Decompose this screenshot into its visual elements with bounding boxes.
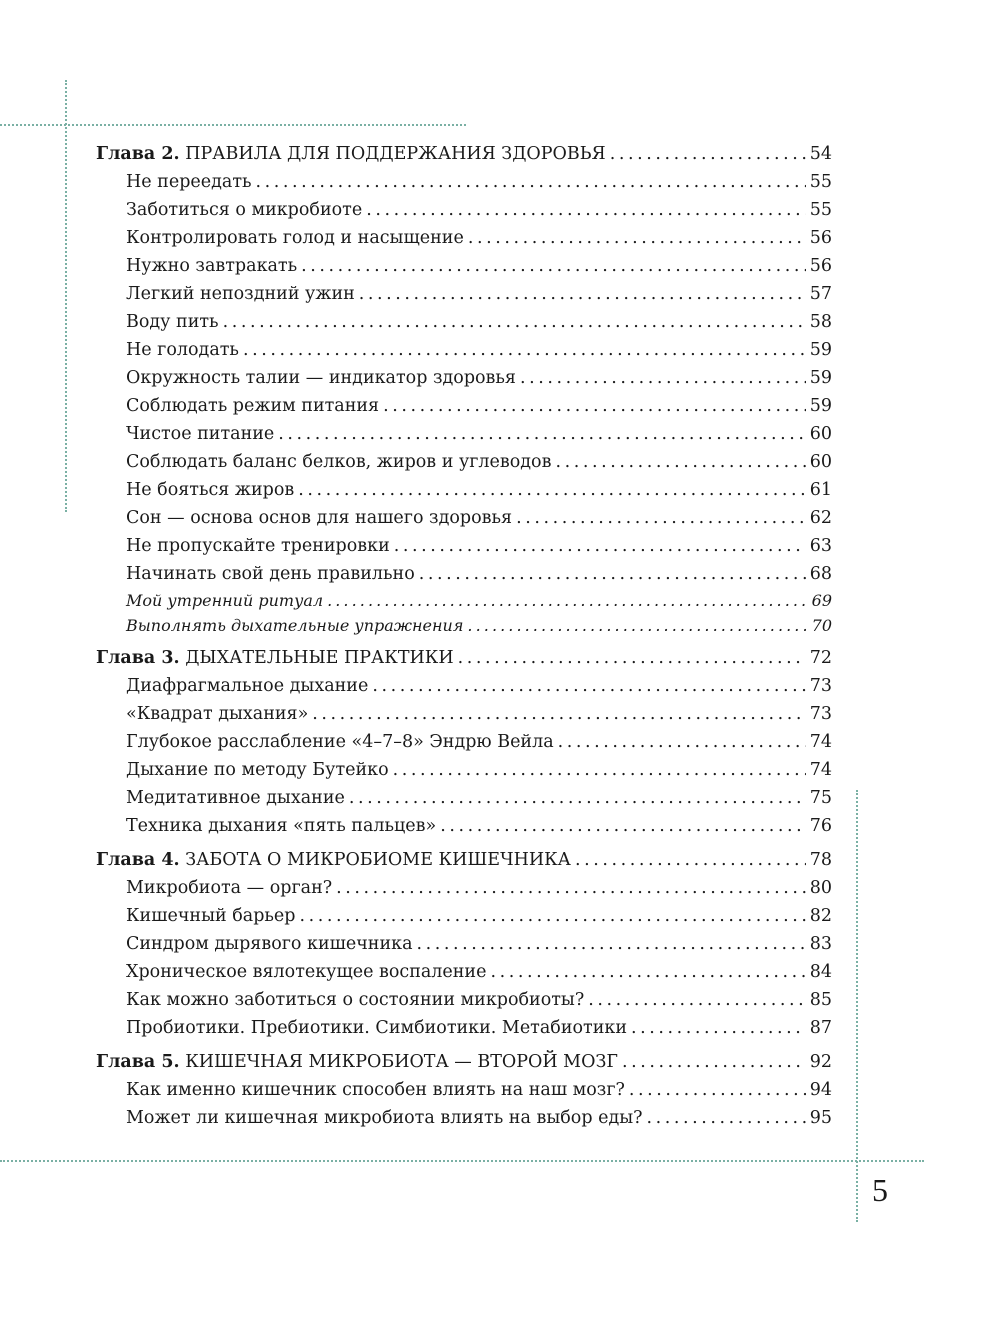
dot-leader [359,280,806,308]
toc-page-number: 84 [809,962,832,982]
dot-leader [467,613,806,638]
dot-leader [468,224,806,252]
toc-entry[interactable] [96,448,832,476]
chapter-title: ПРАВИЛА ДЛЯ ПОДДЕРЖАНИЯ ЗДОРОВЬЯ [185,144,606,164]
toc-entry[interactable] [96,336,832,364]
toc-entry-title: Соблюдать баланс белков, жиров и углеводов [126,452,552,472]
toc-entry-title: Микробиота — орган? [126,878,333,898]
toc-entry-title: Чистое питание [126,424,275,444]
dot-leader [588,986,805,1014]
dot-leader [647,1104,806,1132]
toc-page-number: 68 [809,564,832,584]
toc-entry[interactable] [96,364,832,392]
toc-entry[interactable] [96,308,832,336]
dotted-guide-right [856,790,858,1222]
dot-leader [558,728,806,756]
toc-page-number: 76 [809,816,832,836]
toc-entry[interactable] [96,874,832,902]
dot-leader [312,700,805,728]
toc-entry[interactable] [96,812,832,840]
chapter-prefix: Глава 5. [96,1052,180,1072]
toc-page-number: 75 [809,788,832,808]
toc-entry[interactable] [96,504,832,532]
dot-leader [372,672,805,700]
toc-entry[interactable] [96,1104,832,1132]
dotted-guide-top [0,124,466,126]
chapter-prefix: Глава 2. [96,144,180,164]
dot-leader [243,336,806,364]
toc-entry[interactable] [96,958,832,986]
dotted-guide-bottom [0,1160,924,1162]
toc-entry-title: Кишечный барьер [126,906,296,926]
dot-leader [349,784,806,812]
toc-entry[interactable] [96,1014,832,1042]
toc-entry-title: Не голодать [126,340,239,360]
toc-entry-title: Контролировать голод и насыщение [126,228,464,248]
chapter-title: ДЫХАТЕЛЬНЫЕ ПРАКТИКИ [185,648,454,668]
dot-leader [383,392,806,420]
dot-leader [490,958,805,986]
toc-page-number: 59 [809,340,832,360]
toc-entry[interactable] [96,902,832,930]
toc-entry-title: Пробиотики. Пребиотики. Симбиотики. Метабиотики [126,1018,627,1038]
dot-leader [223,308,806,336]
toc-entry-title: Начинать свой день правильно [126,564,415,584]
toc-entry[interactable] [96,168,832,196]
toc-page-number: 69 [811,591,832,610]
dot-leader [516,504,806,532]
toc-entry[interactable] [96,252,832,280]
toc-page-number: 58 [809,312,832,332]
toc-page-number: 73 [809,704,832,724]
dot-leader [610,140,806,168]
toc-entry[interactable] [96,280,832,308]
toc-chapter-entry[interactable] [96,644,832,672]
toc-entry-title: Дыхание по методу Бутейко [126,760,389,780]
toc-page-number: 94 [809,1080,832,1100]
toc-page-number: 87 [809,1018,832,1038]
toc-entry[interactable] [96,672,832,700]
toc-entry[interactable] [96,728,832,756]
toc-entry[interactable] [96,196,832,224]
toc-entry[interactable] [96,930,832,958]
dot-leader [278,420,805,448]
toc-chapter-entry[interactable] [96,1048,832,1076]
page-number: 5 [872,1172,888,1208]
toc-entry[interactable] [96,986,832,1014]
toc-page-number: 62 [809,508,832,528]
toc-entry-title: Не переедать [126,172,252,192]
dotted-guide-left [65,80,67,512]
chapter-title: ЗАБОТА О МИКРОБИОМЕ КИШЕЧНИКА [185,850,571,870]
toc-entry-title [96,1048,618,1076]
toc-page-number: 59 [809,368,832,388]
toc-page-number: 83 [809,934,832,954]
toc-page-number: 57 [809,284,832,304]
toc-entry-title: Как именно кишечник способен влиять на наш мозг? [126,1080,625,1100]
toc-chapter-entry[interactable] [96,140,832,168]
toc-entry[interactable] [96,392,832,420]
toc-page-number: 82 [809,906,832,926]
toc-chapter-entry[interactable] [96,846,832,874]
toc-page-number: 56 [809,228,832,248]
table-of-contents [96,140,832,1132]
toc-page-number: 95 [809,1108,832,1128]
dot-leader [298,476,805,504]
toc-entry-title: Может ли кишечная микробиота влиять на выбор еды? [126,1108,643,1128]
toc-entry-title: Медитативное дыхание [126,788,345,808]
toc-entry[interactable] [96,560,832,588]
toc-entry-title: Окружность талии — индикатор здоровья [126,368,516,388]
toc-page-number: 59 [809,396,832,416]
toc-entry[interactable] [96,700,832,728]
toc-entry[interactable] [96,420,832,448]
toc-entry-title: Глубокое расслабление «4–7–8» Эндрю Вейла [126,732,554,752]
toc-entry[interactable] [96,1076,832,1104]
toc-page-number: 80 [809,878,832,898]
toc-entry[interactable] [96,224,832,252]
dot-leader [520,364,806,392]
toc-entry[interactable] [96,476,832,504]
toc-entry-title: Заботиться о микробиоте [126,200,363,220]
dot-leader [622,1048,806,1076]
toc-entry[interactable] [96,756,832,784]
toc-entry-title: Не пропускайте тренировки [126,536,390,556]
toc-page-number: 74 [809,732,832,752]
dot-leader [629,1076,806,1104]
dot-leader [555,448,805,476]
toc-entry[interactable] [96,613,832,638]
toc-entry-title: Хроническое вялотекущее воспаление [126,962,487,982]
dot-leader [393,756,806,784]
dot-leader [394,532,806,560]
toc-page-number: 74 [809,760,832,780]
toc-entry-title: Диафрагмальное дыхание [126,676,369,696]
dot-leader [327,588,806,613]
dot-leader [575,846,806,874]
dot-leader [631,1014,806,1042]
toc-page-number: 70 [811,616,832,635]
toc-page-number: 55 [809,172,832,192]
toc-entry[interactable] [96,532,832,560]
dot-leader [366,196,806,224]
toc-page-number: 60 [809,424,832,444]
toc-entry[interactable] [96,588,832,613]
dot-leader [256,168,806,196]
toc-entry-title: Сон — основа основ для нашего здоровья [126,508,513,528]
dot-leader [299,902,805,930]
toc-page-number: 56 [809,256,832,276]
toc-entry-title: Техника дыхания «пять пальцев» [126,816,437,836]
chapter-prefix: Глава 3. [96,648,180,668]
toc-page-number: 72 [809,648,832,668]
toc-page-number: 60 [809,452,832,472]
dot-leader [336,874,806,902]
chapter-title: КИШЕЧНАЯ МИКРОБИОТА — ВТОРОЙ МОЗГ [185,1052,618,1072]
dot-leader [440,812,806,840]
toc-entry-title: Выполнять дыхательные упражнения [126,616,464,635]
toc-page-number: 78 [809,850,832,870]
toc-page-number: 92 [809,1052,832,1072]
toc-entry[interactable] [96,784,832,812]
toc-entry-title: «Квадрат дыхания» [126,704,309,724]
toc-entry-title: Воду пить [126,312,219,332]
toc-entry-title: Нужно завтракать [126,256,298,276]
dot-leader [301,252,806,280]
toc-entry-title: Синдром дырявого кишечника [126,934,413,954]
toc-entry-title: Не бояться жиров [126,480,295,500]
toc-entry-title: Легкий непоздний ужин [126,284,355,304]
toc-entry-title: Как можно заботиться о состоянии микробиоты? [126,990,585,1010]
dot-leader [419,560,806,588]
toc-page-number: 85 [809,990,832,1010]
toc-page-number: 61 [809,480,832,500]
toc-entry-title [96,140,606,168]
toc-page-number: 63 [809,536,832,556]
toc-page-number: 73 [809,676,832,696]
toc-page-number: 54 [809,144,832,164]
toc-entry-title [96,644,454,672]
dot-leader [417,930,806,958]
toc-entry-title: Соблюдать режим питания [126,396,380,416]
chapter-prefix: Глава 4. [96,850,180,870]
dot-leader [458,644,806,672]
toc-page-number: 55 [809,200,832,220]
toc-entry-title [96,846,571,874]
toc-entry-title: Мой утренний ритуал [126,591,324,610]
